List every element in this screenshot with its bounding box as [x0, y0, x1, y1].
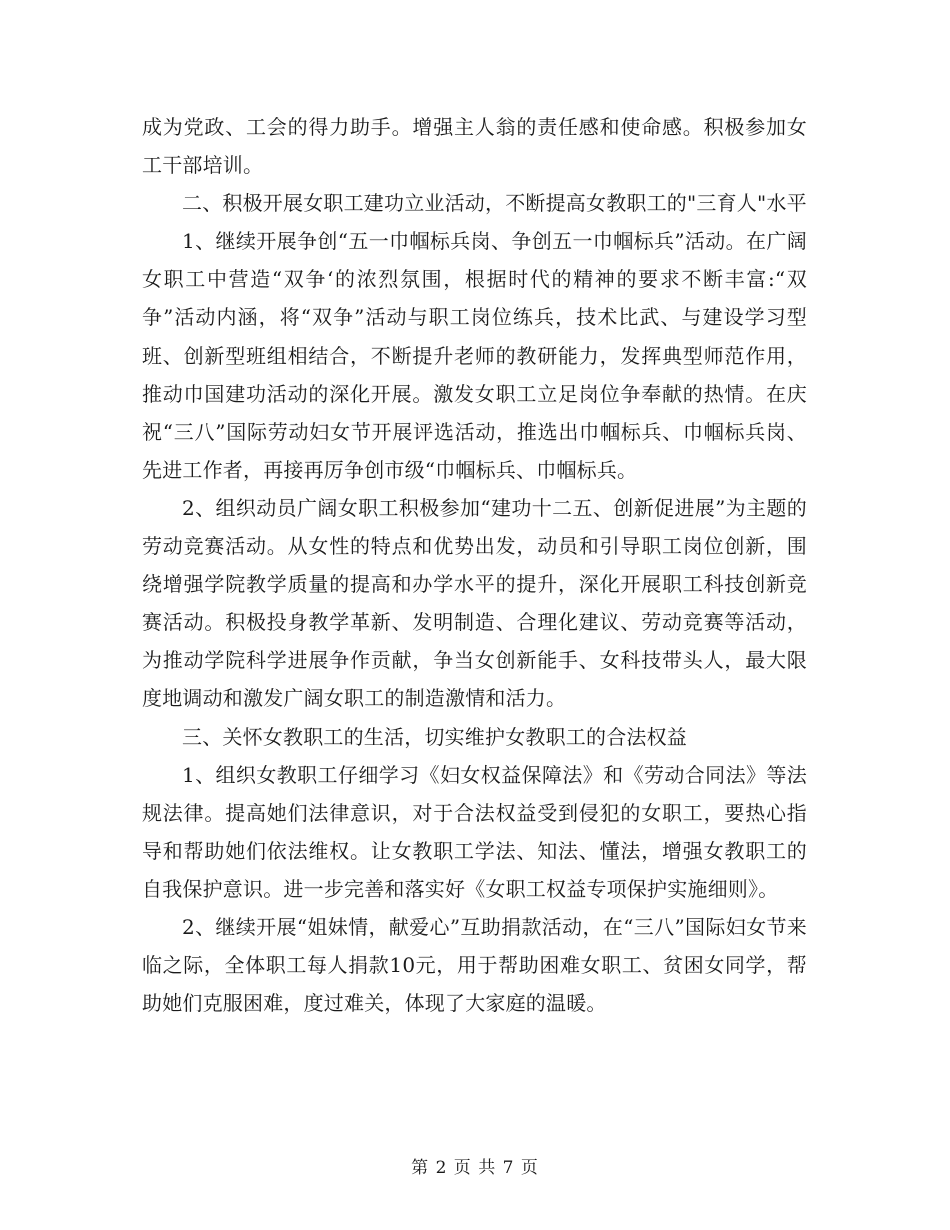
paragraph-3-2: 2、继续开展“姐妹情，献爱心”互助捐款活动，在“三八”国际妇女节来临之际，全体职工每人捐款10元，用于帮助困难女职工、贫困女同学，帮助她们克服困难，度过难关，体现了大家庭的温暖。 [142, 914, 807, 1016]
paragraph-2-2: 2、组织动员广阔女职工积极参加“建功十二五、创新促进展”为主题的劳动竞赛活动。从女性的特点和优势出发，动员和引导职工岗位创新，围绕增强学院教学质量的提高和办学水平的提升，深化开展职工科技创新竞赛活动。积极投身教学革新、发明制造、合理化建议、劳动竞赛等活动，为推动学院科学进展争作贡献，争当女创新能手、女科技带头人，最大限度地调动和激发广阔女职工的制造激情和活力。 [142, 495, 807, 711]
section-heading-2: 二、积极开展女职工建功立业活动，不断提高女教职工的"三育人"水平 [182, 191, 807, 216]
paragraph-continuation: 成为党政、工会的得力助手。增强主人翁的责任感和使命感。积极参加女工干部培训。 [142, 115, 807, 178]
paragraph-2-1: 1、继续开展争创“五一巾帼标兵岗、争创五一巾帼标兵”活动。在广阔女职工中营造“双争‘的浓烈氛围，根据时代的精神的要求不断丰富:“双争”活动内涵，将“双争”活动与职工岗位练兵，技术比武、与建设学习型班、创新型班组相结合，不断提升老师的教研能力，发挥典型师范作用，推动巾国建功活动的深化开展。激发女职工立足岗位争奉献的热情。在庆祝“三八”国际劳动妇女节开展评选活动，推选出巾帼标兵、巾帼标兵岗、先进工作者，再接再厉争创市级“巾帼标兵、巾帼标兵。 [142, 229, 807, 482]
document-body [142, 108, 807, 1022]
paragraph-3-1: 1、组织女教职工仔细学习《妇女权益保障法》和《劳动合同法》等法规法律。提高她们法律意识，对于合法权益受到侵犯的女职工，要热心指导和帮助她们依法维权。让女教职工学法、知法、懂法，增强女教职工的自我保护意识。进一步完善和落实好《女职工权益专项保护实施细则》。 [142, 762, 807, 901]
page-number-footer: 第 2 页 共 7 页 [411, 1158, 539, 1178]
section-heading-3: 三、关怀女教职工的生活，切实维护女教职工的合法权益 [182, 724, 687, 749]
